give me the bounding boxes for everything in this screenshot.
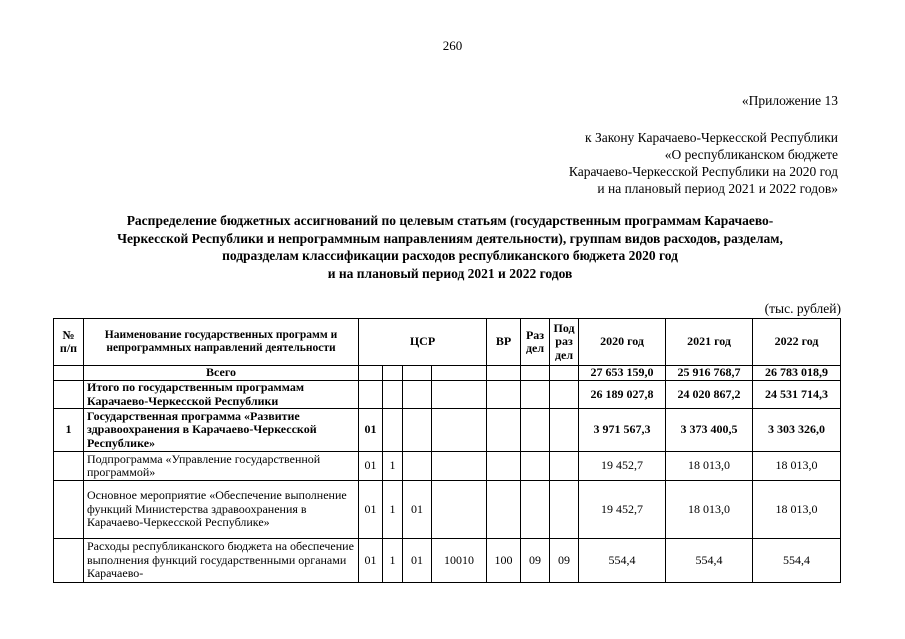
cell-csr1 <box>359 366 383 381</box>
cell-2020: 27 653 159,0 <box>579 366 666 381</box>
header-2022: 2022 год <box>753 319 841 366</box>
cell-csr3 <box>403 366 432 381</box>
cell-csr3 <box>403 452 432 481</box>
cell-2021: 3 373 400,5 <box>666 409 753 452</box>
cell-csr1: 01 <box>359 539 383 583</box>
header-podrazdel: Под раз дел <box>550 319 579 366</box>
cell-csr4 <box>432 452 487 481</box>
cell-csr2: 1 <box>383 481 403 539</box>
cell-name: Всего <box>84 366 359 381</box>
table-row-total <box>54 366 841 381</box>
cell-csr2 <box>383 381 403 409</box>
appendix-line: «О республиканском бюджете <box>664 147 838 162</box>
cell-csr4 <box>432 481 487 539</box>
cell-csr1: 01 <box>359 481 383 539</box>
table-row-expense <box>54 539 841 583</box>
table-row-programs-total <box>54 381 841 409</box>
cell-2022: 18 013,0 <box>753 452 841 481</box>
cell-pr <box>550 381 579 409</box>
table-row-main-activity <box>54 481 841 539</box>
cell-num <box>54 539 84 583</box>
cell-name: Основное мероприятие «Обеспечение выполнение функций Министерства здравоохранения в Карачаево-Черкесской Республике» <box>84 481 359 539</box>
cell-name: Расходы республиканского бюджета на обеспечение выполнения функций государственными органами Карачаево- <box>84 539 359 583</box>
cell-csr2: 1 <box>383 539 403 583</box>
cell-csr2 <box>383 366 403 381</box>
cell-2021: 25 916 768,7 <box>666 366 753 381</box>
cell-name: Итого по государственным программам Карачаево-Черкесской Республики <box>84 381 359 409</box>
header-csr: ЦСР <box>359 319 487 366</box>
cell-name: Подпрограмма «Управление государственной программой» <box>84 452 359 481</box>
cell-pr <box>550 481 579 539</box>
cell-num: 1 <box>54 409 84 452</box>
cell-csr3: 01 <box>403 481 432 539</box>
cell-rz <box>521 452 550 481</box>
cell-num <box>54 452 84 481</box>
cell-2021: 18 013,0 <box>666 481 753 539</box>
cell-rz <box>521 409 550 452</box>
cell-csr1 <box>359 381 383 409</box>
cell-2022: 26 783 018,9 <box>753 366 841 381</box>
cell-csr2 <box>383 409 403 452</box>
cell-csr4 <box>432 381 487 409</box>
cell-rz <box>521 381 550 409</box>
cell-2022: 554,4 <box>753 539 841 583</box>
appendix-line: Карачаево-Черкесской Республики на 2020 год <box>568 164 838 179</box>
cell-vr <box>487 481 521 539</box>
cell-vr: 100 <box>487 539 521 583</box>
header-2021: 2021 год <box>666 319 753 366</box>
page-number: 260 <box>442 38 463 53</box>
units-label: (тыс. рублей) <box>764 301 841 316</box>
cell-2022: 3 303 326,0 <box>753 409 841 452</box>
cell-vr <box>487 366 521 381</box>
table-row-subprogram <box>54 452 841 481</box>
cell-csr1: 01 <box>359 452 383 481</box>
cell-pr <box>550 452 579 481</box>
header-name: Наименование государственных программ и непрограммных направлений деятельности <box>84 319 359 366</box>
header-num: № п/п <box>54 319 84 366</box>
cell-num <box>54 366 84 381</box>
cell-vr <box>487 409 521 452</box>
title-line: Черкесской Республики и непрограммным направлениям деятельности), группам видов расходов, разделам, <box>117 230 783 246</box>
appendix-line: к Закону Карачаево-Черкесской Республики <box>585 130 838 145</box>
cell-2021: 18 013,0 <box>666 452 753 481</box>
cell-csr3: 01 <box>403 539 432 583</box>
table-header-row <box>54 319 841 366</box>
cell-csr4 <box>432 409 487 452</box>
cell-num <box>54 381 84 409</box>
cell-csr1: 01 <box>359 409 383 452</box>
cell-2020: 3 971 567,3 <box>579 409 666 452</box>
cell-csr4: 10010 <box>432 539 487 583</box>
header-2020: 2020 год <box>579 319 666 366</box>
cell-csr4 <box>432 366 487 381</box>
cell-csr3 <box>403 409 432 452</box>
cell-rz <box>521 481 550 539</box>
cell-2022: 18 013,0 <box>753 481 841 539</box>
cell-2020: 26 189 027,8 <box>579 381 666 409</box>
cell-2020: 19 452,7 <box>579 481 666 539</box>
title-line: подразделам классификации расходов республиканского бюджета 2020 год <box>222 248 678 263</box>
header-razdel: Раз дел <box>521 319 550 366</box>
cell-vr <box>487 381 521 409</box>
cell-pr <box>550 409 579 452</box>
cell-csr3 <box>403 381 432 409</box>
title-line: и на плановый период 2021 и 2022 годов <box>327 265 573 281</box>
cell-2020: 554,4 <box>579 539 666 583</box>
cell-csr2: 1 <box>383 452 403 481</box>
cell-2021: 24 020 867,2 <box>666 381 753 409</box>
cell-2020: 19 452,7 <box>579 452 666 481</box>
cell-vr <box>487 452 521 481</box>
appendix-line: и на плановый период 2021 и 2022 годов» <box>597 181 838 196</box>
header-vr: ВР <box>487 319 521 366</box>
document-title <box>60 212 840 282</box>
cell-num <box>54 481 84 539</box>
cell-pr <box>550 366 579 381</box>
cell-pr: 09 <box>550 539 579 583</box>
cell-2022: 24 531 714,3 <box>753 381 841 409</box>
cell-rz: 09 <box>521 539 550 583</box>
appendix-label: «Приложение 13 <box>741 93 838 108</box>
title-line: Распределение бюджетных ассигнований по целевым статьям (государственным программам Карачаево- <box>126 213 774 228</box>
cell-name: Государственная программа «Развитие здравоохранения в Карачаево-Черкесской Республике» <box>84 409 359 452</box>
table-row-program <box>54 409 841 452</box>
budget-table <box>53 318 841 583</box>
appendix-reference <box>569 129 838 197</box>
cell-2021: 554,4 <box>666 539 753 583</box>
cell-rz <box>521 366 550 381</box>
